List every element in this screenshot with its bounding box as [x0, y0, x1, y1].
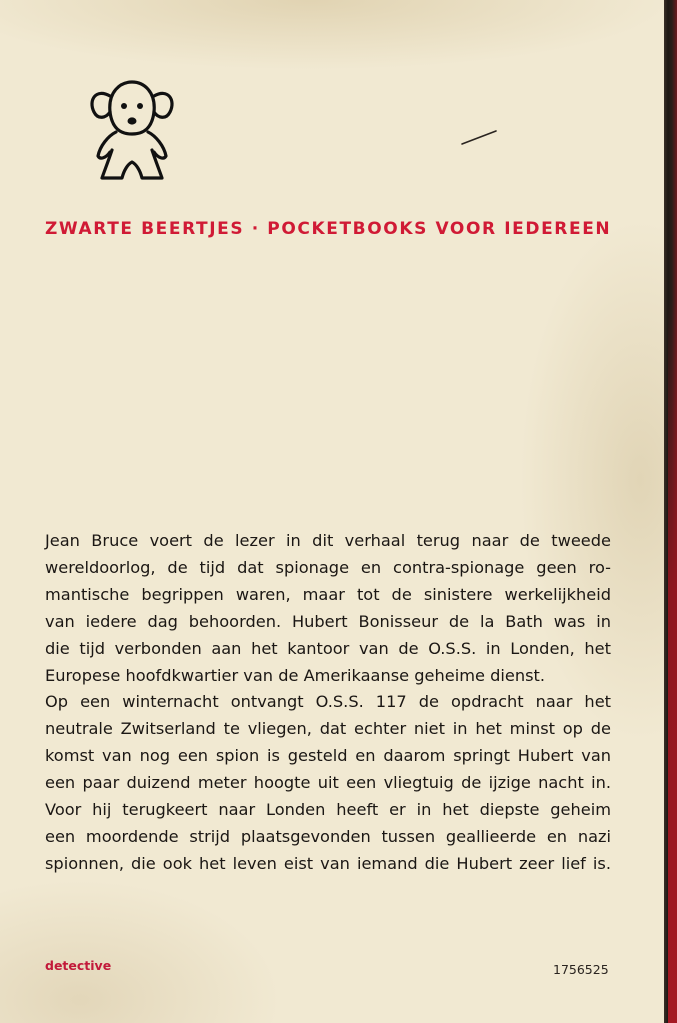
- blurb-line: spionnen, die ook het leven eist van iemand die Hubert zeer lief is.: [45, 853, 611, 873]
- blurb-line: Voor hij terugkeert naar Londen heeft er in het diepste geheim: [45, 800, 611, 820]
- blurb-line: Europese hoofdkwartier van de Amerikaanse geheime dienst.: [45, 665, 546, 685]
- blurb-line: komst van nog een spion is gesteld en daarom springt Hubert van: [45, 746, 611, 766]
- blurb-line: Op een winternacht ontvangt O.S.S. 117 de opdracht naar het: [45, 692, 611, 712]
- pencil-mark: [460, 128, 500, 148]
- blurb-line: neutrale Zwitserland te vliegen, dat echter niet in het minst op de: [45, 719, 611, 739]
- blurb-line: wereldoorlog, de tijd dat spionage en contra-spionage geen ro-: [45, 557, 611, 577]
- blurb-line: mantische begrippen waren, maar tot de sinistere werkelijkheid: [45, 584, 611, 604]
- blurb-line: die tijd verbonden aan het kantoor van de O.S.S. in Londen, het: [45, 638, 611, 658]
- blurb-line: Jean Bruce voert de lezer in dit verhaal terug naar de tweede: [45, 531, 611, 550]
- blurb-line: van iedere dag behoorden. Hubert Bonisseur de la Bath was in: [45, 611, 611, 631]
- series-title: ZWARTE BEERTJES · POCKETBOOKS VOOR IEDEREEN: [45, 219, 612, 239]
- blurb-text: [45, 528, 611, 878]
- genre-label: detective: [45, 958, 112, 973]
- blurb-line: een paar duizend meter hoogte uit een vliegtuig de ijzige nacht in.: [45, 773, 611, 793]
- catalog-number: 1756525: [553, 962, 609, 977]
- bear-icon: [86, 74, 178, 184]
- blurb-line: een moordende strijd plaatsgevonden tussen geallieerde en nazi: [45, 826, 611, 846]
- spine-red-edge: [668, 300, 677, 1023]
